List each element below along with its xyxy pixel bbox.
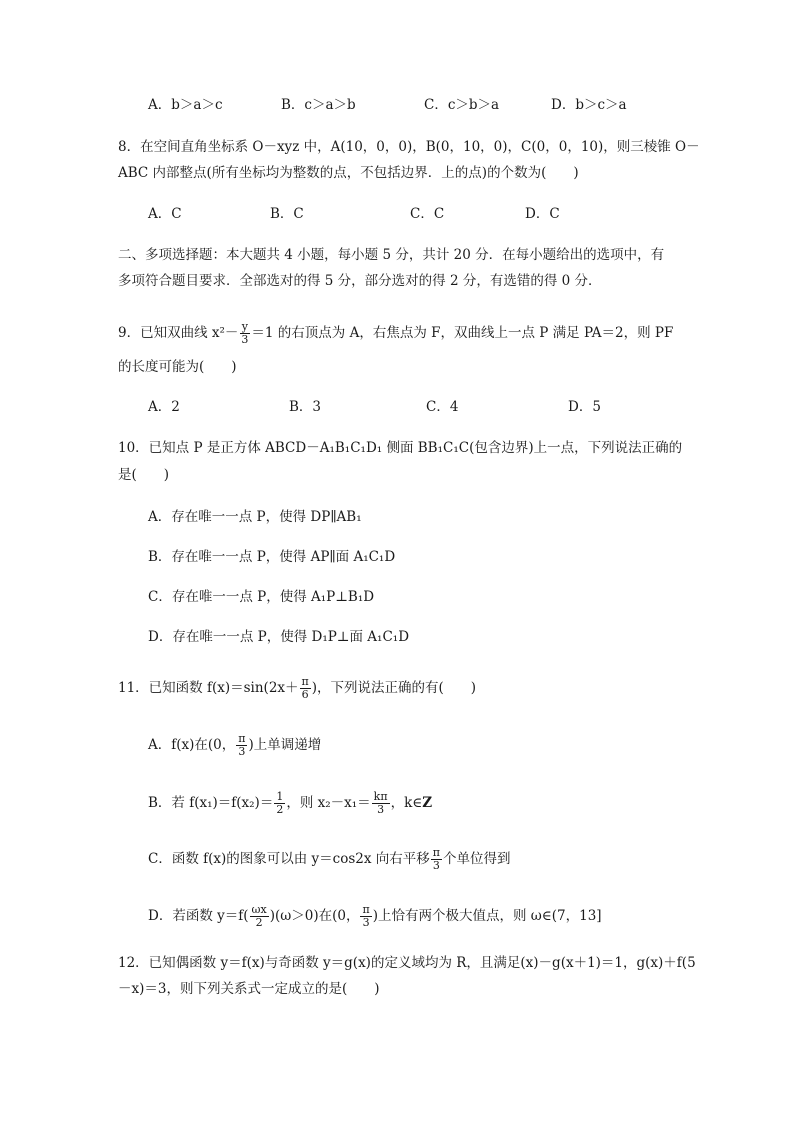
q9-fraction: [239, 321, 250, 346]
q11-optD-num1: ωx: [251, 903, 267, 916]
q11-optD-num2: π: [362, 903, 370, 916]
q7-option-c: C．c＞b＞a: [424, 97, 500, 113]
q11-optB-fraction1: [274, 791, 285, 816]
q11-option-b: [148, 791, 432, 816]
q10-stem-line1: 10．已知点 P 是正方体 ABCD－A₁B₁C₁D₁ 侧面 BB₁C₁C(包含边界)上一点，下列说法正确的: [118, 440, 683, 456]
q11-suffix: )，下列说法正确的有( ): [311, 680, 477, 696]
q11-optD-part3: )上恰有两个极大值点，则 ω∈(7，13]: [372, 908, 602, 924]
q11-frac-den: 6: [301, 688, 309, 701]
q11-optB-fraction2: [372, 791, 390, 816]
q11-optB-den1: 2: [276, 803, 284, 816]
q8-option-a: A．C: [148, 206, 182, 222]
q9-suffix: ＝1 的右顶点为 A，右焦点为 F，双曲线上一点 P 满足 PA＝2，则 PF: [251, 325, 674, 341]
q9-stem-line1: [118, 321, 676, 346]
q11-optD-part1: D．若函数 y＝f(: [148, 908, 249, 924]
q11-optB-part1: B．若 f(x₁)＝f(x₂)＝: [148, 795, 274, 811]
q10-option-d: D．存在唯一一点 P，使得 D₁P⊥面 A₁C₁D: [148, 629, 410, 645]
q12-stem-line2: －x)＝3，则下列关系式一定成立的是( ): [118, 981, 380, 997]
q11-option-c: [148, 847, 511, 872]
q9-prefix: 9．已知双曲线 x²－: [118, 325, 239, 341]
q9-stem-line2: 的长度可能为( ): [118, 359, 237, 375]
q8-option-b: B．C: [270, 206, 304, 222]
q11-frac-num: π: [301, 675, 309, 688]
q11-fraction: [300, 676, 311, 701]
q12-stem-line1: 12．已知偶函数 y＝f(x)与奇函数 y＝g(x)的定义域均为 R，且满足(x)－g(x＋1)＝1，g(x)＋f(5: [118, 955, 696, 971]
q11-optD-fraction2: [360, 904, 371, 929]
q8-option-c: C．C: [410, 206, 445, 222]
q11-option-a: [148, 733, 321, 758]
q11-optD-den2: 3: [362, 916, 370, 929]
q11-optA-num: π: [238, 732, 246, 745]
q9-option-b: B．3: [289, 399, 322, 415]
q11-option-d: [148, 904, 602, 929]
q7-option-d: D．b＞c＞a: [551, 97, 627, 113]
q11-optA-prefix: A．f(x)在(0，: [148, 737, 236, 753]
q11-optB-num2: kπ: [373, 790, 388, 803]
q11-prefix: 11．已知函数 f(x)＝sin(2x＋: [118, 680, 299, 696]
q11-optA-suffix: )上单调递增: [248, 737, 322, 753]
q11-optB-num1: 1: [276, 790, 284, 803]
q11-optB-part2: ，则 x₂－x₁＝: [286, 795, 371, 811]
q11-optA-den: 3: [238, 745, 246, 758]
q11-optB-den2: 3: [377, 803, 385, 816]
q11-optC-prefix: C．函数 f(x)的图象可以由 y＝cos2x 向右平移: [148, 851, 430, 867]
q9-frac-den: 3: [241, 333, 249, 346]
q10-option-b: B．存在唯一一点 P，使得 AP∥面 A₁C₁D: [148, 549, 396, 565]
q11-optB-part3: ，k∈: [390, 795, 423, 811]
q11-optC-suffix: 个单位得到: [443, 851, 511, 867]
q9-option-a: A．2: [148, 399, 180, 415]
q11-optB-set-symbol: Z: [422, 795, 433, 811]
q11-optC-fraction: [431, 847, 442, 872]
section2-intro-line1: 二、多项选择题：本大题共 4 小题，每小题 5 分，共计 20 分．在每小题给出的选项中，有: [118, 247, 665, 263]
q7-option-b: B．c＞a＞b: [281, 97, 356, 113]
q9-frac-num: y: [241, 320, 249, 333]
q11-optA-fraction: [236, 733, 247, 758]
q11-optD-fraction1: [250, 904, 269, 929]
q8-option-d: D．C: [525, 206, 560, 222]
q7-option-a: A．b＞a＞c: [148, 97, 223, 113]
q11-optD-den1: 2: [255, 916, 263, 929]
q11-optC-num: π: [432, 846, 441, 859]
q9-options: [148, 396, 668, 418]
q11-optD-part2: )(ω＞0)在(0，: [269, 908, 360, 924]
q8-stem-line2: ABC 内部整点(所有坐标均为整数的点，不包括边界．上的点)的个数为( ): [118, 165, 579, 181]
q10-option-a: A．存在唯一一点 P，使得 DP∥AB₁: [148, 509, 362, 525]
q11-optC-den: 3: [432, 859, 440, 872]
q10-stem-line2: 是( ): [118, 467, 170, 483]
q11-stem: [118, 676, 676, 701]
q9-option-c: C．4: [426, 399, 459, 415]
q10-option-c: C．存在唯一一点 P，使得 A₁P⊥B₁D: [148, 589, 375, 605]
q9-option-d: D．5: [568, 399, 601, 415]
q7-options: [148, 94, 668, 116]
section2-intro-line2: 多项符合题目要求．全部选对的得 5 分，部分选对的得 2 分，有选错的得 0 分．: [118, 273, 602, 289]
q8-stem-line1: 8．在空间直角坐标系 O－xyz 中，A(10，0，0)，B(0，10，0)，C(0，0，10)，则三棱锥 O－: [118, 139, 700, 155]
q8-options: [148, 203, 668, 225]
